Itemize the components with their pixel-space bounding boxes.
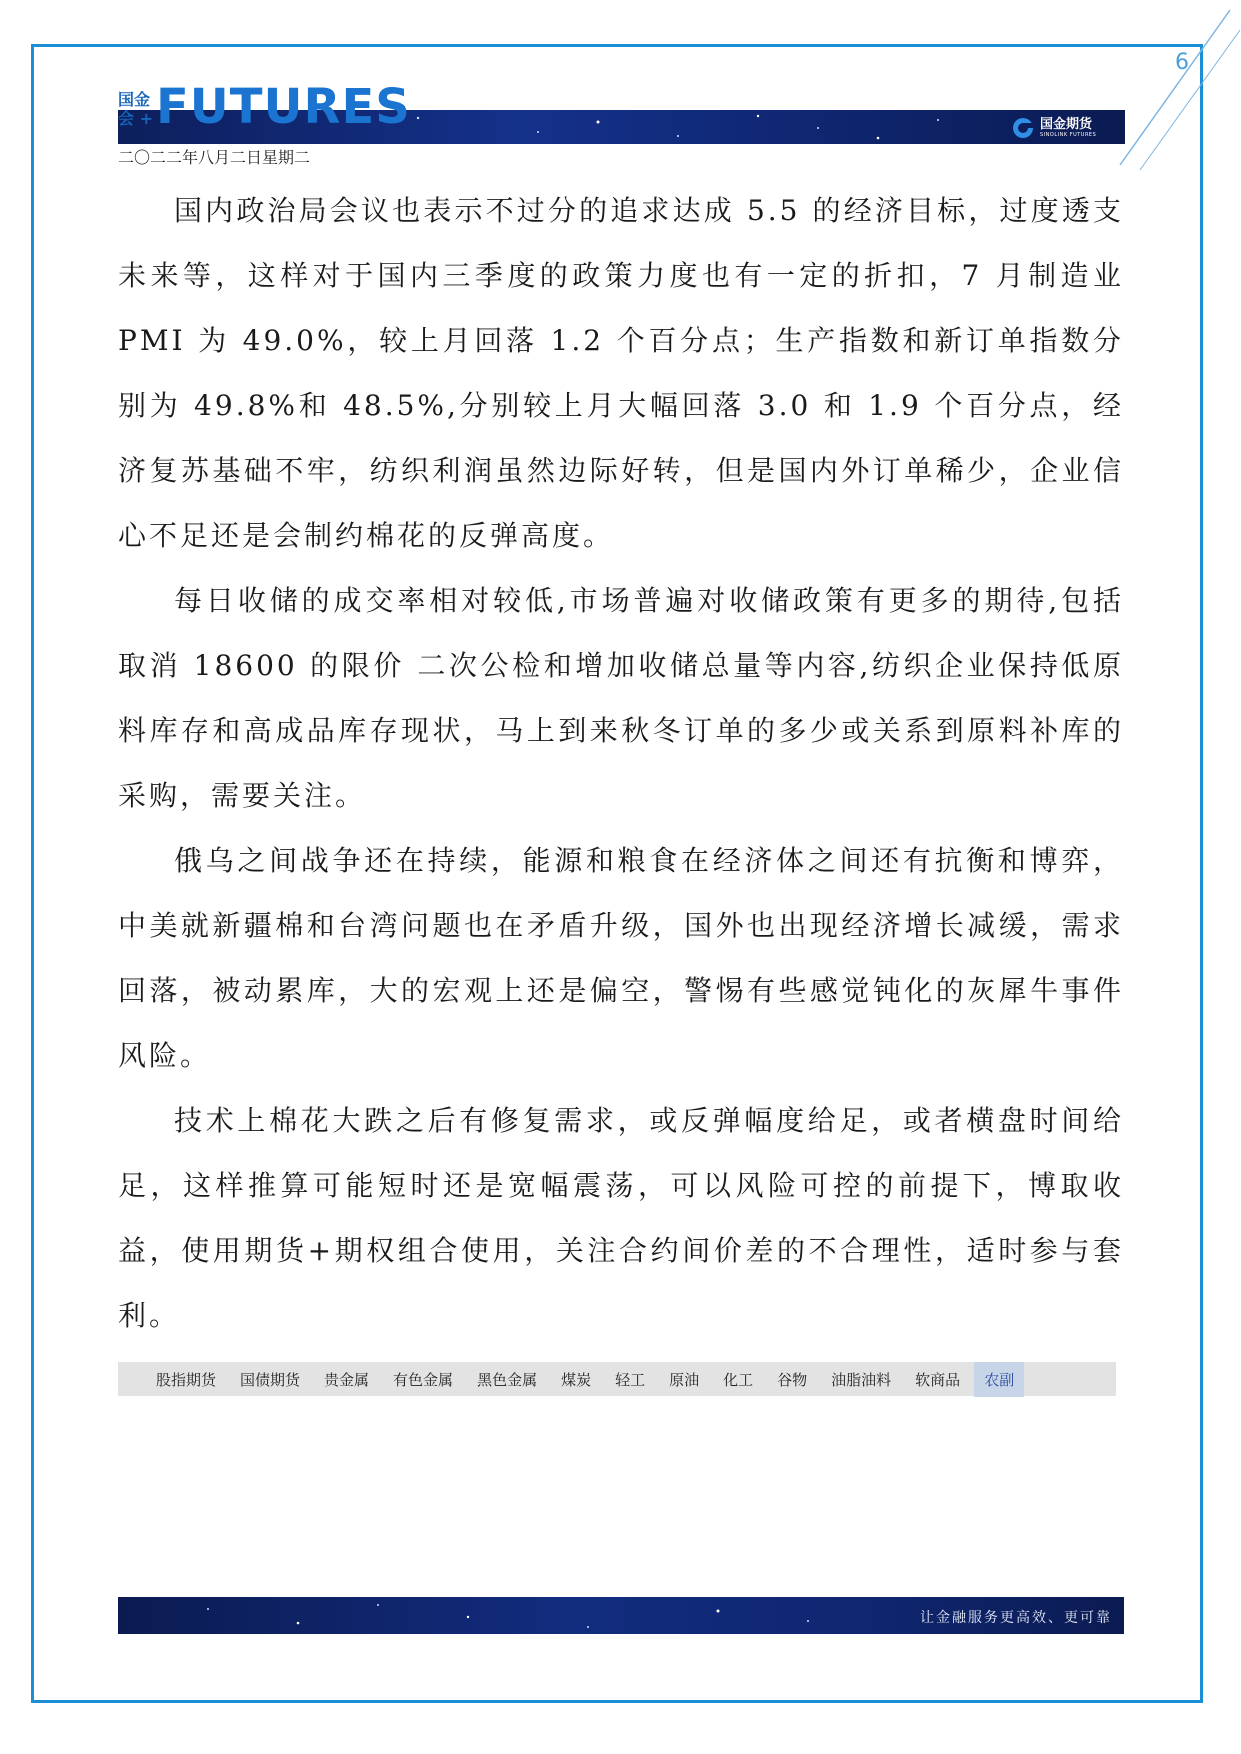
paragraph: 技术上棉花大跌之后有修复需求，或反弹幅度给足，或者横盘时间给足，这样推算可能短时还是宽幅震荡，可以风险可控的前提下，博取收益，使用期货+期权组合使用，关注合约间价差的不合理性，适时参与套利。	[118, 1104, 1124, 1332]
nav-item-nonferrous[interactable]: 有色金属	[393, 1370, 454, 1389]
nav-item-oilseeds[interactable]: 油脂油料	[831, 1370, 892, 1389]
logo-cn-text: 国金 会 +	[118, 90, 153, 128]
nav-item-soft-commodities[interactable]: 软商品	[915, 1370, 961, 1389]
brand-name-en: SINOLINK FUTURES	[1040, 131, 1097, 138]
nav-item-treasury[interactable]: 国债期货	[240, 1370, 301, 1389]
paragraph: 俄乌之间战争还在持续，能源和粮食在经济体之间还有抗衡和博弈，中美就新疆棉和台湾问题也在矛盾升级，国外也出现经济增长减缓，需求回落，被动累库，大的宏观上还是偏空，警惕有些感觉钝化的灰犀牛事件风险。	[118, 844, 1124, 1072]
nav-item-coal[interactable]: 煤炭	[561, 1370, 592, 1389]
brand-logo	[1012, 116, 1096, 140]
logo-cn	[118, 90, 153, 128]
report-date: 二〇二二年八月二日星期二	[118, 148, 311, 167]
corner-decoration	[1100, 0, 1241, 175]
footer-slogan: 让金融服务更高效、更可靠	[920, 1610, 1112, 1626]
category-nav	[118, 1362, 1116, 1396]
nav-item-crude-oil[interactable]: 原油	[669, 1370, 700, 1389]
article-body	[118, 178, 1124, 1348]
footer-band	[118, 1597, 1124, 1634]
nav-item-precious-metals[interactable]: 贵金属	[324, 1370, 370, 1389]
brand-circle-icon	[1012, 117, 1034, 139]
nav-item-stock-index[interactable]: 股指期货	[156, 1370, 217, 1389]
nav-item-ferrous[interactable]: 黑色金属	[477, 1370, 538, 1389]
paragraph: 国内政治局会议也表示不过分的追求达成 5.5 的经济目标，过度透支未来等，这样对于国内三季度的政策力度也有一定的折扣，7 月制造业 PMI 为 49.0%，较上月回落 1.2 个百分点；生产指数和新订单指数分别为 49.8%和 48.5%,分别较上月大幅回落 3.0 和 1.9 个百分点，经济复苏基础不牢，纺织利润虽然边际好转，但是国内外订单稀少，企业信心不足还是会制约棉花的反弹高度。	[118, 194, 1124, 552]
page-number: 6	[1175, 50, 1189, 75]
paragraph: 每日收储的成交率相对较低,市场普遍对收储政策有更多的期待,包括取消 18600 的限价 二次公检和增加收储总量等内容,纺织企业保持低原料库存和高成品库存现状，马上到来秋冬订单的多少或关系到原料补库的采购，需要关注。	[118, 584, 1124, 812]
nav-item-grains[interactable]: 谷物	[777, 1370, 808, 1389]
logo-futures: FUTURES	[156, 79, 411, 135]
nav-item-agricultural-byproducts[interactable]: 农副	[974, 1362, 1024, 1397]
nav-item-light-industry[interactable]: 轻工	[615, 1370, 646, 1389]
nav-item-chemicals[interactable]: 化工	[723, 1370, 754, 1389]
brand-name-cn: 国金期货	[1040, 116, 1093, 132]
